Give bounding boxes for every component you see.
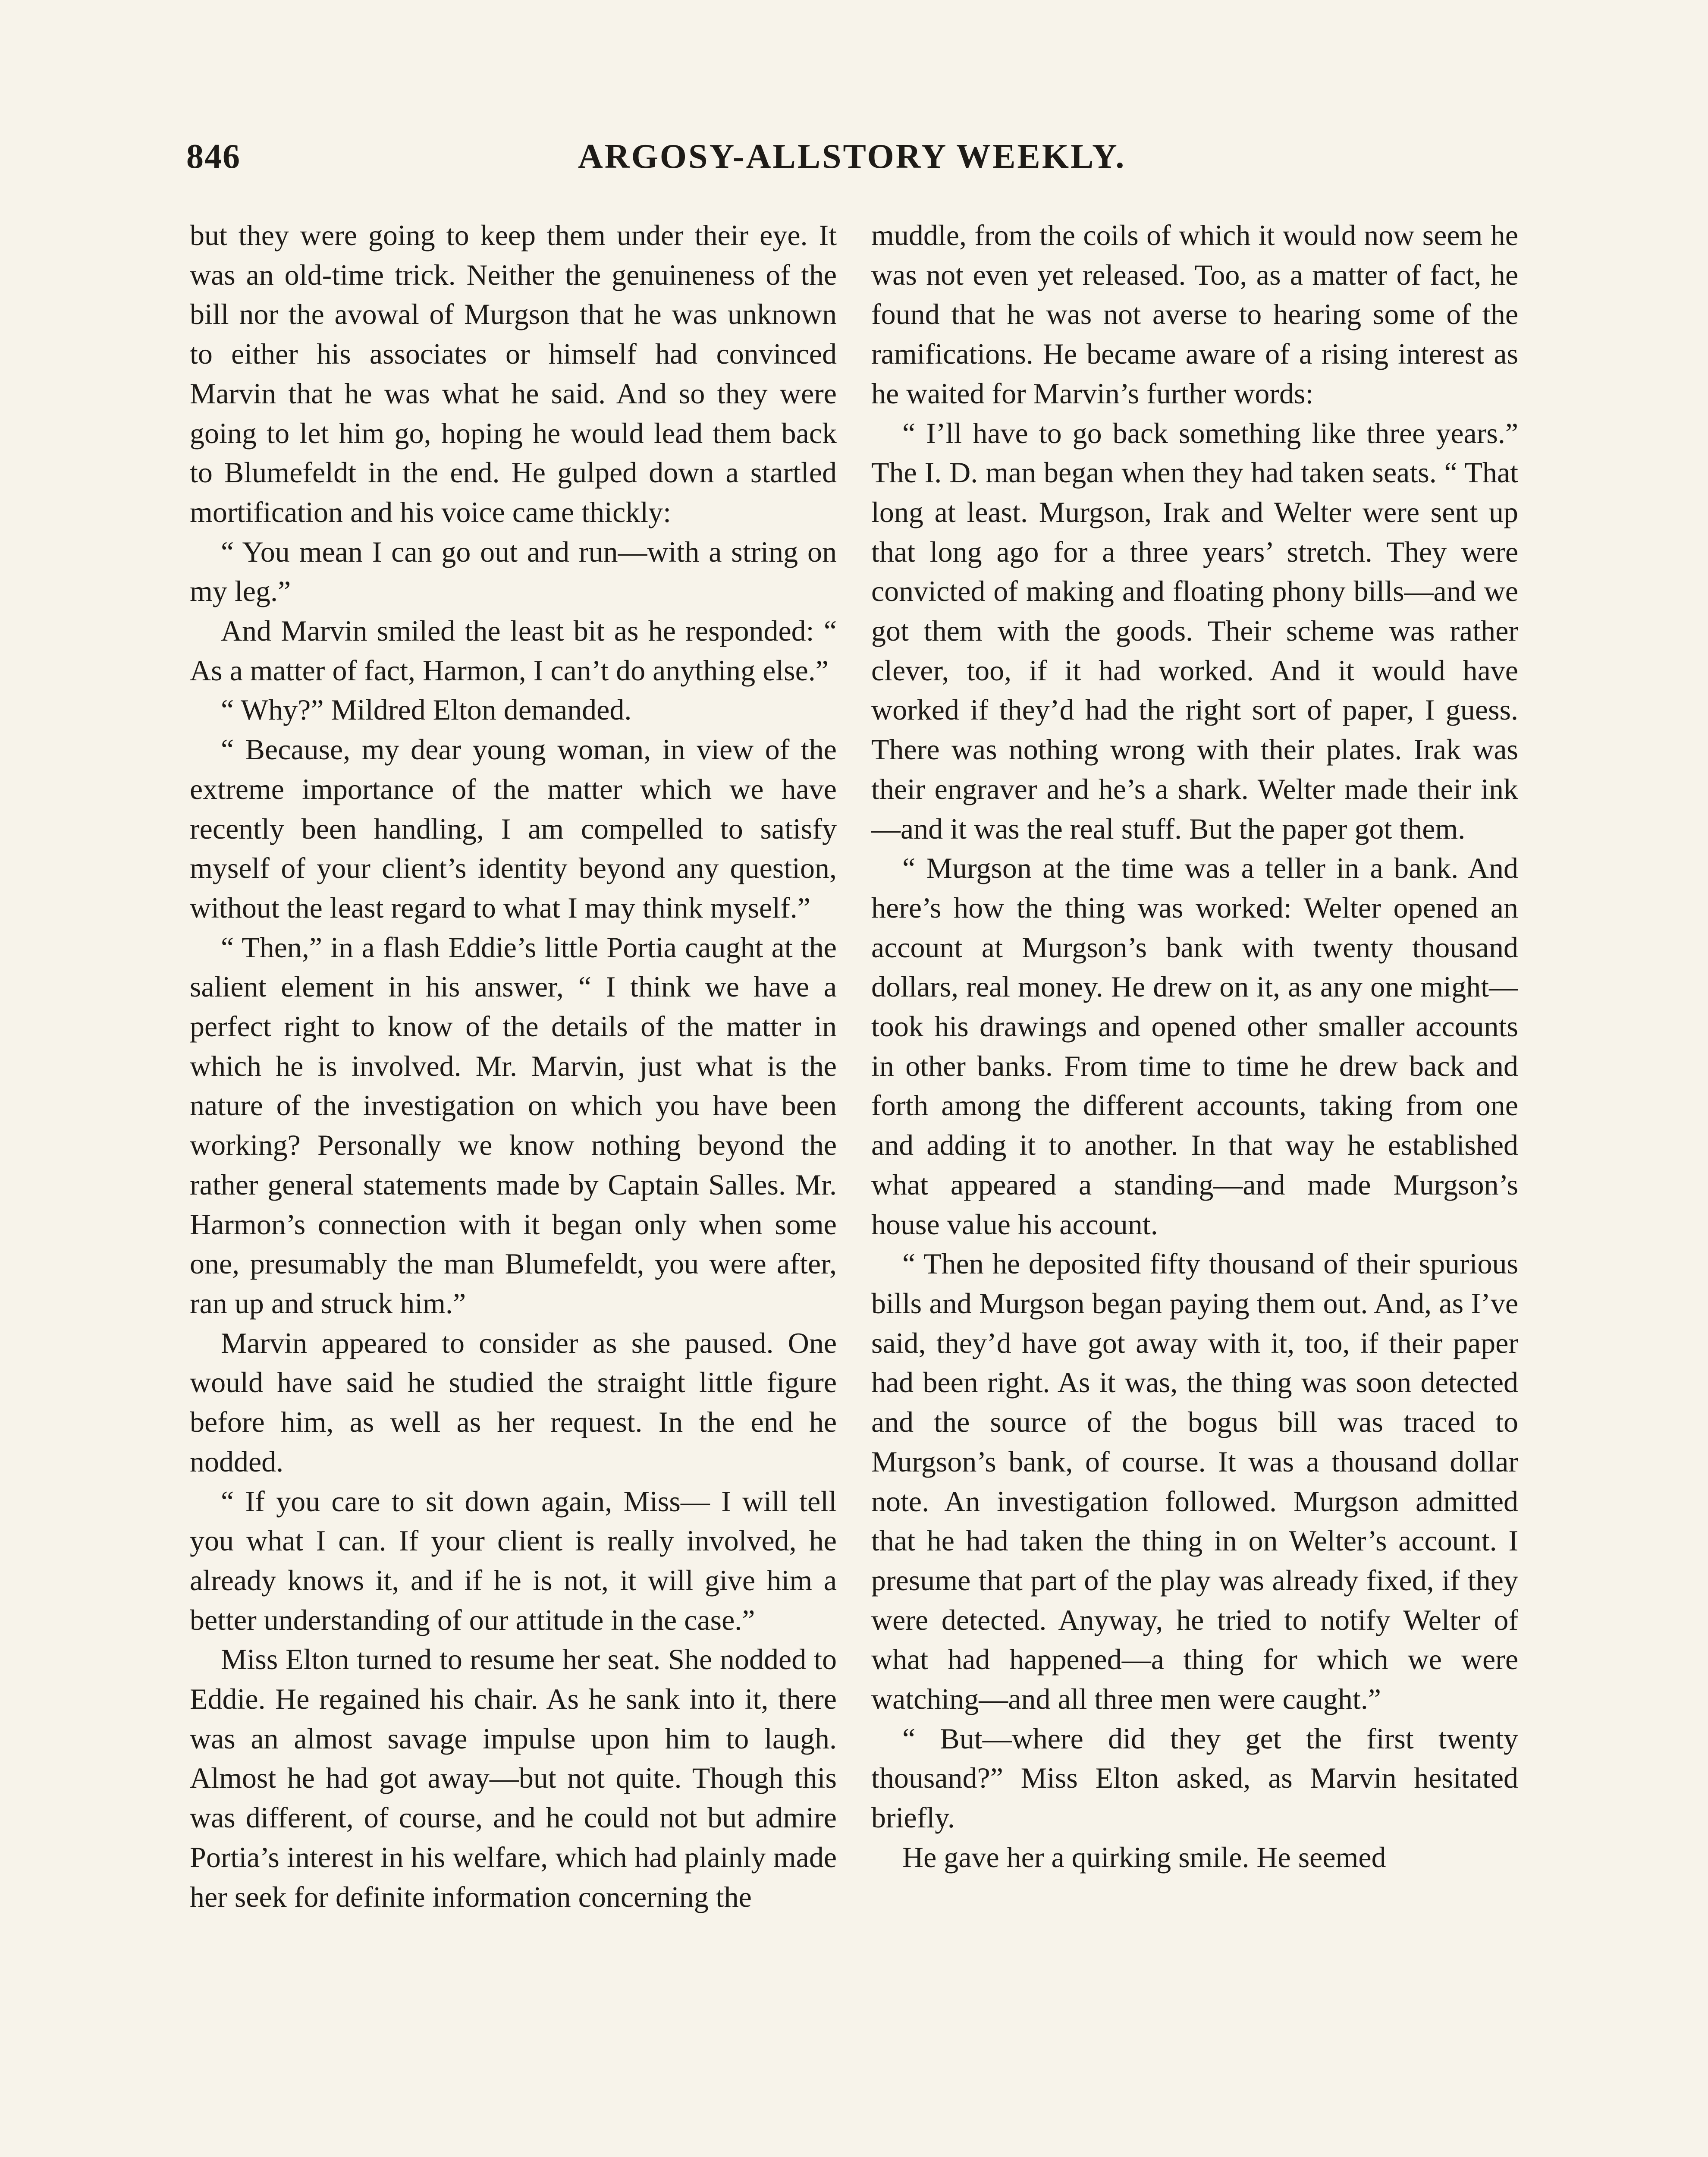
paragraph: He gave her a quirking smile. He seemed bbox=[902, 1840, 1386, 1874]
paragraph: “ Because, my dear young woman, in view of the extreme importance of the matter which we have recently been handling, I am compelled to satisfy myself of your client’s identity beyond any question, without the least regard to what I may think myself.” bbox=[190, 733, 837, 924]
paragraph: “ I’ll have to go back something like three years.” The I. D. man began when they had taken seats. “ That long at least. Murgson, Irak and Welter were sent up that long ago for a three years’ stretch. They were convicted of making and floating phony bills—and we got them with the goods. Their scheme was rather clever, too, if it had worked. And it would have worked if they’d had the right sort of paper, I guess. There was nothing wrong with their plates. Irak was their engraver and he’s a shark. Welter made their ink—and it was the real stuff. But the paper got them. bbox=[871, 416, 1518, 845]
text-column-right bbox=[871, 216, 1518, 2157]
paragraph: Miss Elton turned to resume her seat. She nodded to Eddie. He regained his chair. As he sank into it, there was an almost savage impulse upon him to laugh. Almost he had got away—but not quite. Though this was different, of course, and he could not but admire Portia’s interest in his welfare, which had plainly made her seek for definite information concerning the bbox=[190, 1643, 837, 1913]
paragraph: “ Why?” Mildred Elton demanded. bbox=[221, 693, 632, 726]
paragraph: Marvin appeared to consider as she paused. One would have said he studied the straight little figure before him, as well as her request. In the end he nodded. bbox=[190, 1326, 837, 1478]
paragraph: but they were going to keep them under their eye. It was an old-time trick. Neither the genuineness of the bill nor the avowal of Murgson that he was unknown to either his associates or himself had convinced Marvin that he was what he said. And so they were going to let him go, hoping he would lead them back to Blumefeldt in the end. He gulped down a startled mortification and his voice came thickly: bbox=[190, 219, 837, 528]
text-column-left bbox=[190, 216, 837, 2157]
paragraph: “ Murgson at the time was a teller in a bank. And here’s how the thing was worked: Welter opened an account at Murgson’s bank with twenty thousand dollars, real money. He drew on it, as any one might—took his drawings and opened other smaller accounts in other banks. From time to time he drew back and forth among the different accounts, taking from one and adding it to another. In that way he established what appeared a standing—and made Murgson’s house value his account. bbox=[871, 852, 1518, 1241]
paragraph: And Marvin smiled the least bit as he responded: “ As a matter of fact, Harmon, I can’t do anything else.” bbox=[190, 614, 837, 687]
page-number: 846 bbox=[186, 138, 241, 176]
paragraph: “ If you care to sit down again, Miss— I will tell you what I can. If your client is really involved, he already knows it, and if he is not, it will give him a better understanding of our attitude in the case.” bbox=[190, 1484, 837, 1636]
paragraph: “ You mean I can go out and run—with a string on my leg.” bbox=[190, 535, 837, 608]
paragraph: muddle, from the coils of which it would now seem he was not even yet released. Too, as a matter of fact, he found that he was not averse to hearing some of the ramifications. He became aware of a rising interest as he waited for Marvin’s further words: bbox=[871, 219, 1518, 410]
running-head: ARGOSY-ALLSTORY WEEKLY. bbox=[578, 138, 1126, 176]
paragraph: “ Then,” in a flash Eddie’s little Portia caught at the salient element in his answer, “ I think we have a perfect right to know of the details of the matter in which he is involved. Mr. Marvin, just what is the nature of the investigation on which you have been working? Personally we know nothing beyond the rather general statements made by Captain Salles. Mr. Harmon’s connection with it began only when some one, presumably the man Blumefeldt, you were after, ran up and struck him.” bbox=[190, 931, 837, 1320]
paragraph: “ But—where did they get the first twenty thousand?” Miss Elton asked, as Marvin hesitated briefly. bbox=[871, 1722, 1518, 1834]
paragraph: “ Then he deposited fifty thousand of their spurious bills and Murgson began paying them out. And, as I’ve said, they’d have got away with it, too, if their paper had been right. As it was, the thing was soon detected and the source of the bogus bill was traced to Murgson’s bank, of course. It was a thousand dollar note. An investigation followed. Murgson admitted that he had taken the thing in on Welter’s account. I presume that part of the play was already fixed, if they were detected. Anyway, he tried to notify Welter of what had happened—a thing for which we were watching—and all three men were caught.” bbox=[871, 1247, 1518, 1716]
